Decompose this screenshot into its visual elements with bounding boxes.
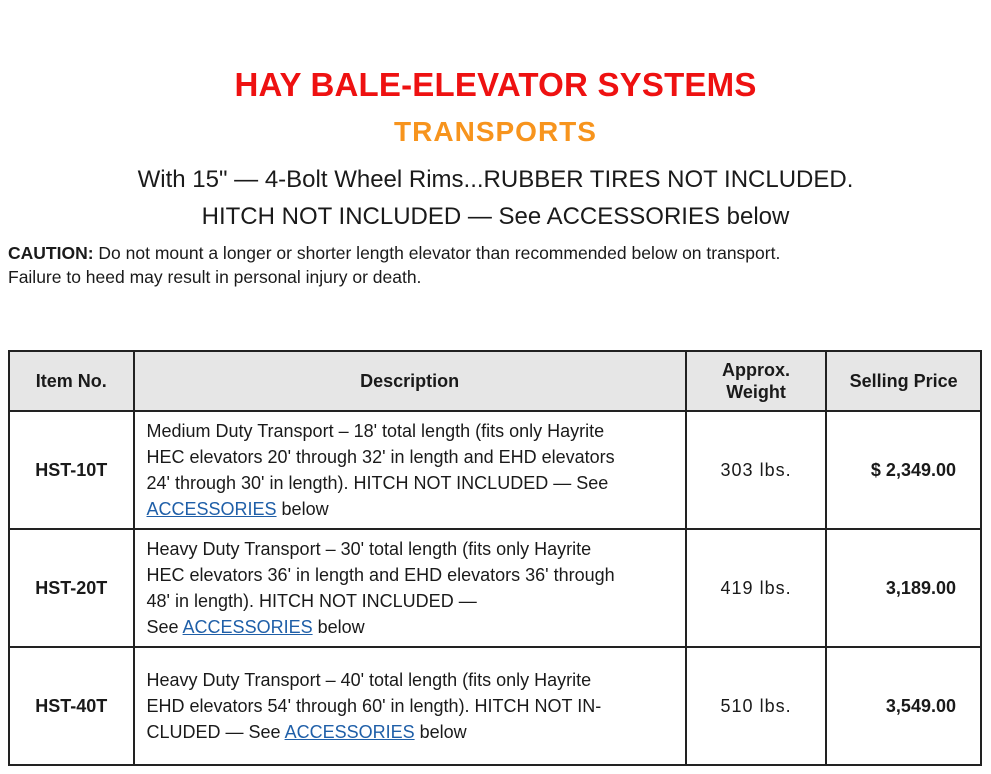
- desc-line: Heavy Duty Transport – 40' total length (fits only Hayrite: [146, 670, 592, 690]
- item-price: 3,189.00: [826, 529, 981, 647]
- table-header-row: [9, 351, 981, 411]
- desc-post: below: [312, 617, 365, 637]
- header-description: Description: [134, 351, 686, 411]
- accessories-link[interactable]: ACCESSORIES: [182, 617, 313, 637]
- desc-line: 24' through 30' in length). HITCH NOT INCLUDED — See: [146, 473, 609, 493]
- item-weight: 510 lbs.: [686, 647, 827, 765]
- wheel-rims-note: With 15" — 4-Bolt Wheel Rims...RUBBER TIRES NOT INCLUDED.: [137, 166, 854, 193]
- accessories-link[interactable]: ACCESSORIES: [284, 722, 415, 742]
- item-description: [134, 647, 686, 765]
- header-weight-line1: Approx.: [722, 360, 791, 380]
- hitch-note: HITCH NOT INCLUDED — See ACCESSORIES below: [201, 203, 790, 230]
- table-row: [9, 529, 981, 647]
- item-number: HST-20T: [9, 529, 134, 647]
- item-number: HST-10T: [9, 411, 134, 529]
- accessories-link[interactable]: ACCESSORIES: [146, 499, 277, 519]
- page-subtitle: TRANSPORTS: [394, 116, 597, 147]
- desc-line: 48' in length). HITCH NOT INCLUDED —: [146, 591, 477, 611]
- header-item-no: Item No.: [9, 351, 134, 411]
- header-selling-price: Selling Price: [826, 351, 981, 411]
- desc-post: below: [276, 499, 329, 519]
- desc-post: below: [414, 722, 467, 742]
- desc-pre: See: [146, 617, 183, 637]
- item-weight: 419 lbs.: [686, 529, 827, 647]
- desc-line: HEC elevators 20' through 32' in length and EHD elevators: [146, 447, 615, 467]
- desc-line: EHD elevators 54' through 60' in length). HITCH NOT IN-: [146, 696, 602, 716]
- item-number: HST-40T: [9, 647, 134, 765]
- desc-line: Heavy Duty Transport – 30' total length (fits only Hayrite: [146, 539, 592, 559]
- caution-text: Do not mount a longer or shorter length elevator than recommended below on transport. Failure to heed may result in personal injury or death.: [8, 243, 781, 287]
- desc-pre: CLUDED — See: [146, 722, 285, 742]
- desc-line: HEC elevators 36' in length and EHD elevators 36' through: [146, 565, 615, 585]
- transports-table: [8, 350, 982, 766]
- page-title: HAY BALE-ELEVATOR SYSTEMS: [234, 66, 757, 103]
- caution-notice: [8, 241, 828, 289]
- item-description: [134, 411, 686, 529]
- caution-label: CAUTION:: [8, 243, 94, 263]
- header-weight: [686, 351, 827, 411]
- item-price: $ 2,349.00: [826, 411, 981, 529]
- item-weight: 303 lbs.: [686, 411, 827, 529]
- header-weight-line2: Weight: [726, 382, 786, 402]
- table-row: [9, 647, 981, 765]
- item-price: 3,549.00: [826, 647, 981, 765]
- desc-line: Medium Duty Transport – 18' total length (fits only Hayrite: [146, 421, 605, 441]
- table-row: [9, 411, 981, 529]
- item-description: [134, 529, 686, 647]
